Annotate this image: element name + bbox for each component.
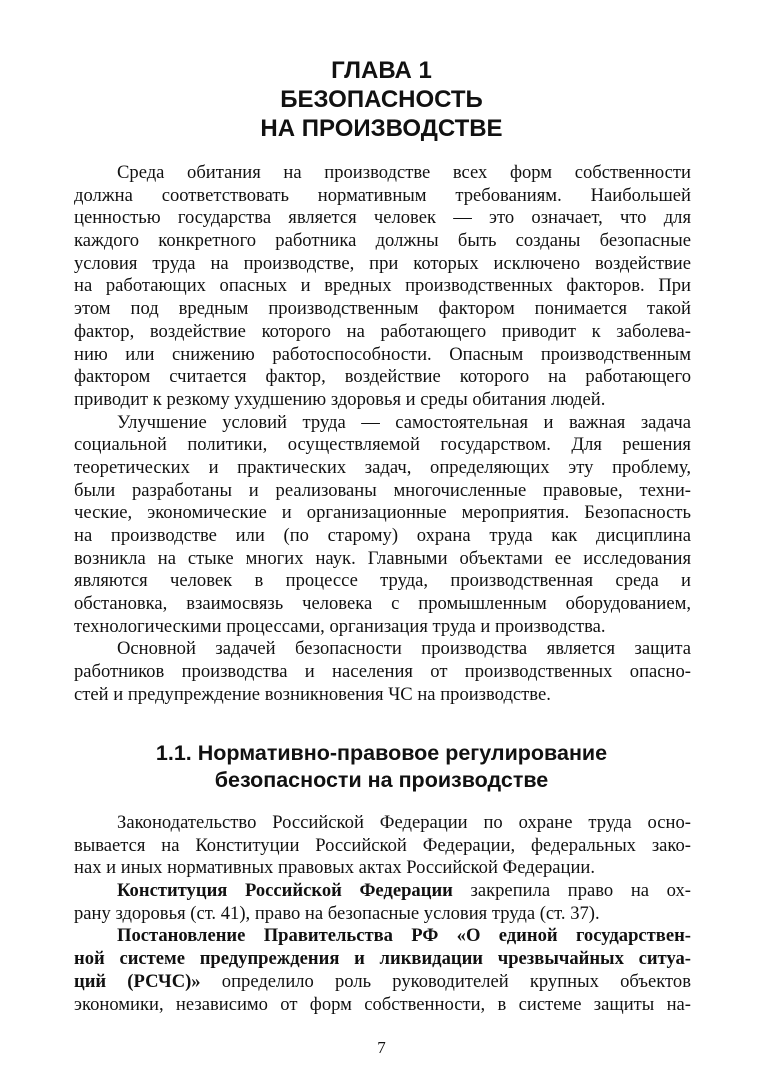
text-line xyxy=(74,835,691,858)
text-line: технологическими процессами, организация труда и производства. xyxy=(74,615,606,637)
text-line: Улучшение условий труда — самостоятельная и важная задача xyxy=(117,411,691,433)
text-line xyxy=(74,903,691,926)
text-line: фактор, воздействие которого на работающего приводит к заболева- xyxy=(74,320,691,342)
bold-run: Конституция Российской Федерации xyxy=(117,880,453,902)
text-run: определило роль руководителей крупных объектов xyxy=(200,970,691,992)
text-run: вывается на Конституции Российской Федерации, федеральных зако- xyxy=(74,834,691,856)
text-line xyxy=(74,948,691,971)
text-line: на работающих опасных и вредных производственных факторов. При xyxy=(74,275,691,297)
chapter-title-line: БЕЗОПАСНОСТЬ xyxy=(280,86,483,113)
section-text xyxy=(74,812,691,1016)
text-run: нах и иных нормативных правовых актах Российской Федерации. xyxy=(74,857,596,879)
page-number: 7 xyxy=(377,1038,386,1057)
text-line: были разработаны и реализованы многочисленные правовые, техни- xyxy=(74,479,691,501)
text-line: этом под вредным производственным фактором понимается такой xyxy=(74,298,691,320)
bold-run: ций (РСЧС)» xyxy=(74,970,201,992)
text-run: закрепила право на ох- xyxy=(452,880,691,902)
text-line xyxy=(74,857,691,880)
intro-text xyxy=(74,162,691,707)
text-line: фактором считается фактор, воздействие которого на работающего xyxy=(74,366,691,388)
text-run: экономики, независимо от форм собственности, в системе защиты на- xyxy=(74,993,691,1015)
text-line: каждого конкретного работника должны быть созданы безопасные xyxy=(74,230,691,252)
text-line xyxy=(74,812,691,835)
text-line xyxy=(74,925,691,948)
text-line: стей и предупреждение возникновения ЧС на производстве. xyxy=(74,683,551,705)
section-title-line: безопасности на производстве xyxy=(214,768,549,792)
text-line: условия труда на производстве, при которых исключено воздействие xyxy=(74,252,691,274)
text-line: работников производства и населения от производственных опасно- xyxy=(74,661,691,683)
text-run: рану здоровья (ст. 41), право на безопасные условия труда (ст. 37). xyxy=(74,902,600,924)
text-line: теоретических и практических задач, определяющих эту проблему, xyxy=(74,456,691,478)
bold-run: ной системе предупреждения и ликвидации чрезвычайных ситуа- xyxy=(74,948,691,970)
chapter-title-line: ГЛАВА 1 xyxy=(331,57,432,84)
text-line: являются человек в процессе труда, производственная среда и xyxy=(74,570,691,592)
text-line: на производстве или (по старому) охрана труда как дисциплина xyxy=(74,525,691,546)
chapter-title xyxy=(0,56,763,143)
text-line: социальной политики, осуществляемой государством. Для решения xyxy=(74,434,691,456)
text-line xyxy=(74,971,691,994)
text-line: должна соответствовать нормативным требованиям. Наибольшей xyxy=(74,184,691,206)
text-run: Законодательство Российской Федерации по охране труда осно- xyxy=(117,812,691,833)
text-line: обстановка, взаимосвязь человека с промышленным оборудованием, xyxy=(74,593,691,615)
text-line xyxy=(74,880,691,903)
text-line: возникла на стыке многих наук. Главными объектами ее исследования xyxy=(74,547,691,569)
text-line xyxy=(74,994,691,1017)
text-line: нию или снижению работоспособности. Опасным производственным xyxy=(74,343,691,365)
text-line: приводит к резкому ухудшению здоровья и среды обитания людей. xyxy=(74,388,606,410)
section-title xyxy=(0,740,763,794)
bold-run: Постановление Правительства РФ «О единой государствен- xyxy=(117,925,691,947)
text-line: ценностью государства является человек — это означает, что для xyxy=(74,207,691,229)
chapter-title-line: НА ПРОИЗВОДСТВЕ xyxy=(260,115,503,142)
section-title-line: 1.1. Нормативно-правовое регулирование xyxy=(155,741,608,765)
text-line: ческие, экономические и организационные мероприятия. Безопасность xyxy=(74,502,691,524)
text-line: Основной задачей безопасности производства является защита xyxy=(117,638,691,660)
text-line: Среда обитания на производстве всех форм собственности xyxy=(117,162,691,183)
